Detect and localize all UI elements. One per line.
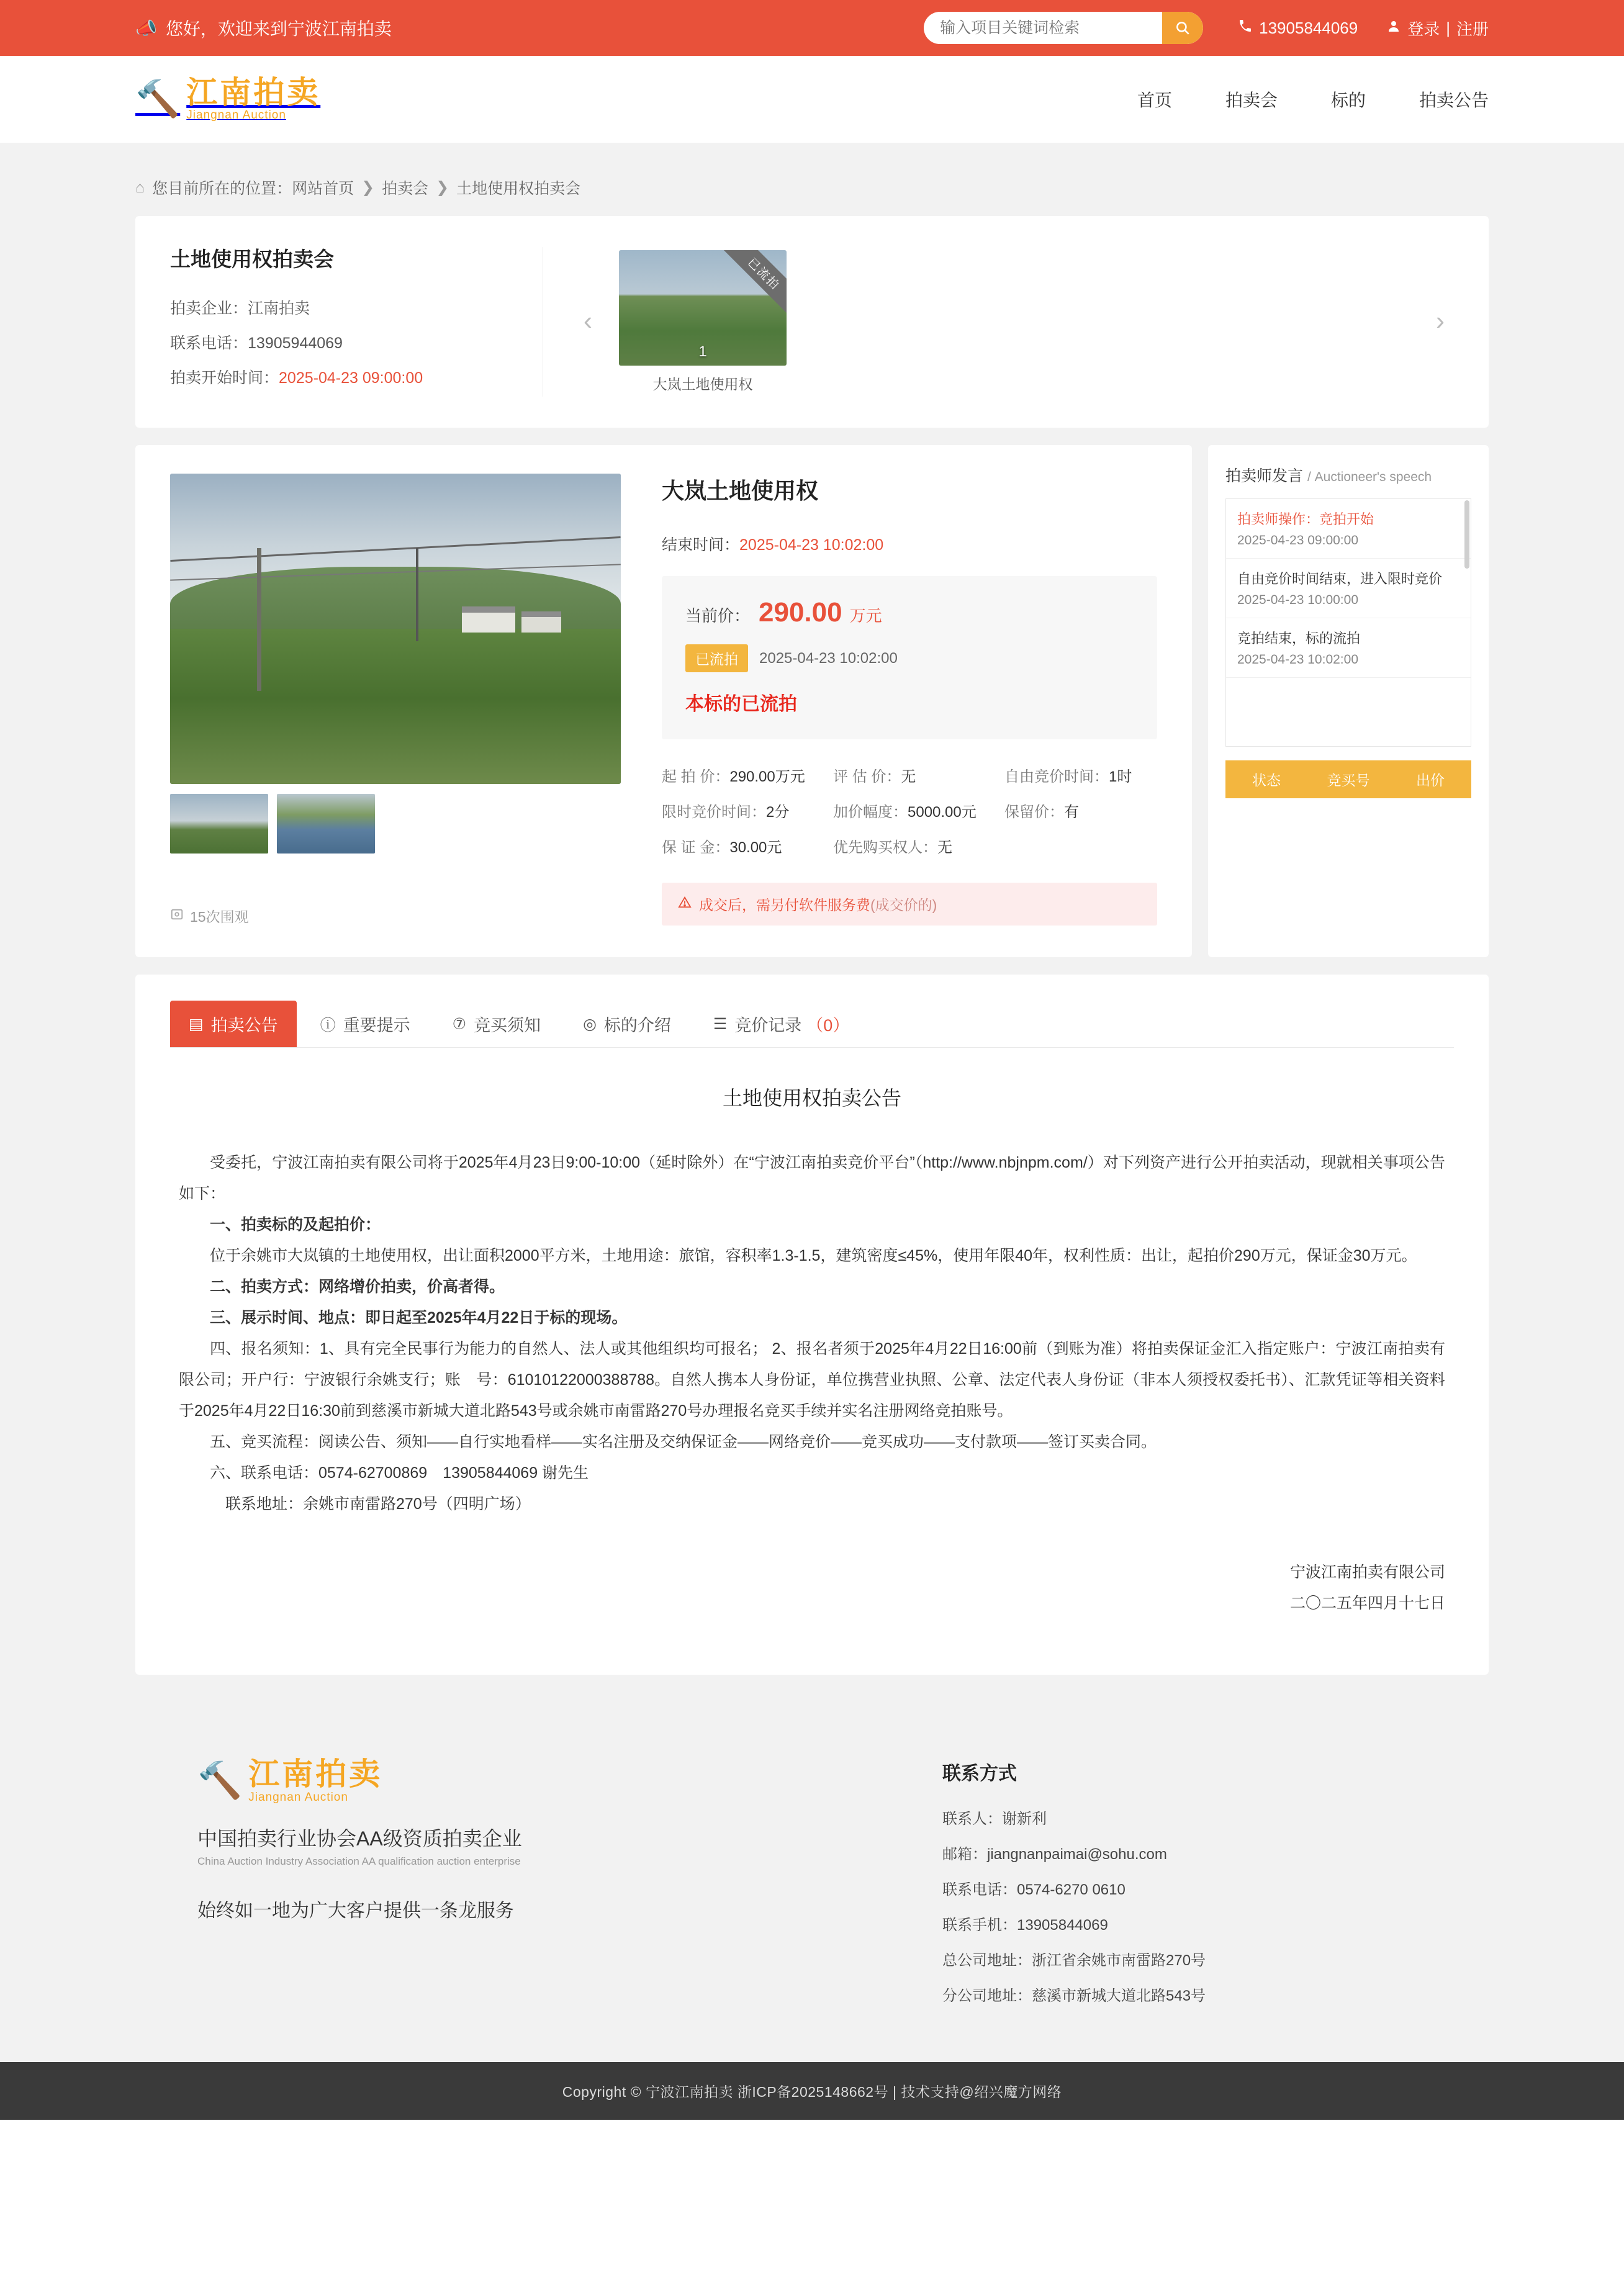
meta-item-start-price xyxy=(662,764,814,786)
status-badge: 已流拍 xyxy=(685,644,748,672)
tab-important-notice[interactable] xyxy=(302,1001,429,1047)
nav-item-home[interactable]: 首页 xyxy=(1137,91,1172,110)
meeting-phone-label: 联系电话： xyxy=(170,335,248,352)
lot-main-image[interactable] xyxy=(170,474,621,784)
alert-icon xyxy=(678,896,692,913)
meta-value: 1时 xyxy=(1109,768,1132,785)
login-link[interactable]: 登录 xyxy=(1407,19,1440,38)
footer-contact-person: 联系人：谢新利 xyxy=(942,1811,1047,1827)
lot-thumbnail-2[interactable] xyxy=(277,794,375,854)
meeting-start-row xyxy=(170,366,518,388)
speech-item xyxy=(1226,559,1471,618)
announcement-sign-company: 宁波江南拍卖有限公司 xyxy=(1289,1564,1445,1581)
tab-important-notice-label: 重要提示 xyxy=(343,1016,410,1035)
speech-item-time: 2025-04-23 10:02:00 xyxy=(1237,652,1358,667)
logo-text-en: Jiangnan Auction xyxy=(186,109,286,122)
gavel-icon: 🔨 xyxy=(135,79,181,119)
footer-qualification-cn: 中国拍卖行业协会AA级资质拍卖企业 xyxy=(197,1827,522,1850)
meta-key: 评 估 价： xyxy=(833,768,901,785)
speech-header xyxy=(1225,464,1471,498)
nav-item-auctions[interactable]: 拍卖会 xyxy=(1225,91,1278,110)
meta-item-reserve xyxy=(1004,799,1157,821)
tab-bidder-instructions-label: 竞买须知 xyxy=(474,1016,541,1035)
lot-meta-grid xyxy=(662,764,1157,857)
logo-text-cn: 江南拍卖 xyxy=(186,74,321,110)
meta-item-appraisal xyxy=(833,764,986,786)
doc-icon: ▤ xyxy=(189,1015,204,1033)
speech-item-time: 2025-04-23 09:00:00 xyxy=(1237,533,1358,547)
main-nav xyxy=(1084,87,1489,112)
meta-value: 无 xyxy=(937,839,952,856)
phone-number: 13905844069 xyxy=(1259,18,1358,37)
lot-thumbnail-1[interactable] xyxy=(170,794,268,854)
search-input[interactable] xyxy=(924,12,1162,44)
meta-value: 5000.00元 xyxy=(908,804,977,821)
meeting-start-label: 拍卖开始时间： xyxy=(170,369,279,387)
meta-key: 优先购买权人： xyxy=(833,839,937,856)
meeting-start-value: 2025-04-23 09:00:00 xyxy=(279,369,423,387)
lot-carousel-next[interactable]: › xyxy=(1436,305,1445,335)
speech-item-text: 自由竞价时间结束，进入限时竞价 xyxy=(1237,571,1443,587)
search-icon xyxy=(1175,20,1191,36)
lot-end-time xyxy=(662,533,1157,555)
tab-bidder-instructions[interactable] xyxy=(434,1001,559,1047)
status-row xyxy=(685,644,1134,672)
speech-item-time: 2025-04-23 10:00:00 xyxy=(1237,593,1358,607)
current-price-unit: 万元 xyxy=(849,606,882,625)
meta-item-deposit xyxy=(662,835,814,857)
view-count-text: 15次围观 xyxy=(190,909,249,925)
gavel-icon: 🔨 xyxy=(197,1760,243,1801)
breadcrumb-item-current: 土地使用权拍卖会 xyxy=(456,180,581,197)
copyright-bar xyxy=(0,2062,1624,2120)
search-button[interactable] xyxy=(1162,12,1203,44)
lot-thumbnail-strip xyxy=(170,794,621,854)
meta-value: 无 xyxy=(901,768,916,785)
status-time: 2025-04-23 10:02:00 xyxy=(759,649,898,667)
current-price-label: 当前价： xyxy=(685,606,751,625)
lot-detail-panel xyxy=(135,445,1192,957)
announcement-paragraph-4: 二、拍卖方式：网络增价拍卖，价高者得。 xyxy=(210,1278,505,1295)
footer-logo-en: Jiangnan Auction xyxy=(248,1790,348,1804)
footer-slogan: 始终如一地为广大客户提供一条龙服务 xyxy=(197,1900,514,1921)
bid-col-price: 出价 xyxy=(1416,772,1445,788)
meta-value: 2分 xyxy=(766,804,790,821)
meta-item-empty xyxy=(1004,835,1157,857)
breadcrumb-arrow-1: ❯ xyxy=(361,179,375,196)
meta-item-priority-buyer xyxy=(833,835,986,857)
breadcrumb-item-auctions[interactable]: 拍卖会 xyxy=(382,180,429,197)
lot-info xyxy=(621,474,1157,926)
announcement-content xyxy=(170,1083,1454,1619)
auctioneer-speech-panel xyxy=(1208,445,1489,957)
speech-item xyxy=(1226,618,1471,678)
speech-item-text: 拍卖师操作： xyxy=(1237,511,1320,527)
speech-title-en: / Auctioneer's speech xyxy=(1307,470,1432,484)
status-message: 本标的已流拍 xyxy=(685,694,797,714)
footer-contact-title: 联系方式 xyxy=(942,1763,1017,1784)
lot-end-time-value: 2025-04-23 10:02:00 xyxy=(739,536,884,554)
speech-item-highlight: 竞拍开始 xyxy=(1319,511,1374,527)
meeting-phone-value: 13905944069 xyxy=(248,335,343,352)
account-separator: | xyxy=(1446,18,1450,37)
top-bar xyxy=(0,0,1624,56)
account-block xyxy=(1386,17,1489,40)
footer-head-office-address: 总公司地址：浙江省余姚市南雷路270号 xyxy=(942,1952,1206,1969)
announcement-paragraph-7: 五、竞买流程：阅读公告、须知——自行实地看样——实名注册及交纳保证金——网络竞价——竞买成功——支付款项——签订买卖合同。 xyxy=(210,1433,1157,1451)
welcome-block xyxy=(135,16,392,40)
meeting-title: 土地使用权拍卖会 xyxy=(170,248,334,271)
fee-note xyxy=(662,883,1157,926)
fee-note-sub: (成交价的) xyxy=(870,897,937,913)
speech-item-text: 竞拍结束，标的流拍 xyxy=(1237,631,1361,646)
lot-status-ribbon: 已流拍 xyxy=(721,250,787,317)
meta-item-limited-bid-time xyxy=(662,799,814,821)
speech-item xyxy=(1226,499,1471,559)
tabs-panel xyxy=(135,975,1489,1675)
copyright-text: Copyright © 宁波江南拍卖 浙ICP备2025148662号 | 技术支持@绍兴魔方网络 xyxy=(562,2084,1062,2100)
meta-value: 30.00元 xyxy=(729,839,782,856)
footer-logo-cn: 江南拍卖 xyxy=(248,1757,383,1791)
meeting-company-value: 江南拍卖 xyxy=(248,300,310,317)
register-link[interactable]: 注册 xyxy=(1456,19,1489,38)
speech-title: 拍卖师发言 xyxy=(1225,467,1304,485)
lot-title: 大岚土地使用权 xyxy=(662,478,819,503)
eye-icon xyxy=(170,908,184,925)
announcement-paragraph-5: 三、展示时间、地点：即日起至2025年4月22日于标的现场。 xyxy=(210,1309,628,1326)
tab-announcement[interactable] xyxy=(170,1001,297,1047)
tab-lot-introduction[interactable] xyxy=(564,1001,690,1047)
tab-announcement-label: 拍卖公告 xyxy=(210,1016,278,1035)
meta-item-free-bid-time xyxy=(1004,764,1157,786)
lot-gallery xyxy=(170,474,621,926)
footer-qualification-en: China Auction Industry Association AA qualification auction enterprise xyxy=(197,1855,521,1867)
welcome-text: 您好，欢迎来到宁波江南拍卖 xyxy=(165,19,392,38)
meta-key: 限时竞价时间： xyxy=(662,804,766,821)
lot-carousel-prev[interactable]: ‹ xyxy=(584,305,592,335)
fee-note-text: 成交后，需另付软件服务费 xyxy=(699,897,870,913)
meta-value: 有 xyxy=(1064,804,1079,821)
breadcrumb-item-home[interactable]: 网站首页 xyxy=(292,180,354,197)
info-icon: ⓘ xyxy=(320,1016,336,1034)
announcement-paragraph-3: 位于余姚市大岚镇的土地使用权，出让面积2000平方米，土地用途：旅馆，容积率1.3-1.5，建筑密度≤45%，使用年限40年，权利性质：出让，起拍价290万元，保证金30万元。 xyxy=(210,1247,1417,1264)
auction-meeting-card xyxy=(135,216,1489,428)
footer-email: 邮箱：jiangnanpaimai@sohu.com xyxy=(942,1846,1167,1863)
announcement-paragraph-1: 受委托，宁波江南拍卖有限公司将于2025年4月23日9:00-10:00（延时除外）在“宁波江南拍卖竞价平台”（http://www.nbjnpm.com/）对下列资产进行公开拍卖活动，现就相关事项公告如下： xyxy=(179,1154,1445,1202)
question-icon: ⑦ xyxy=(452,1015,467,1033)
bid-col-bidder: 竞买号 xyxy=(1327,772,1370,788)
phone-icon xyxy=(1238,19,1253,38)
meta-item-increment xyxy=(833,799,986,821)
announcement-paragraph-8: 六、联系电话：0574-62700869 13905844069 谢先生 xyxy=(210,1464,589,1482)
tab-bid-records-count: （0） xyxy=(806,1016,850,1035)
footer-telephone: 联系电话：0574-6270 0610 xyxy=(942,1881,1126,1898)
header-phone xyxy=(1238,19,1358,38)
site-header xyxy=(0,56,1624,143)
target-icon: ◎ xyxy=(583,1015,597,1033)
site-logo[interactable] xyxy=(135,76,320,123)
announcement-paragraph-2: 一、拍卖标的及起拍价： xyxy=(210,1216,381,1233)
nav-item-announcements[interactable]: 拍卖公告 xyxy=(1419,91,1489,110)
home-icon: ⌂ xyxy=(135,178,145,196)
announcement-title: 土地使用权拍卖公告 xyxy=(722,1087,901,1109)
speech-scrollbar[interactable] xyxy=(1464,500,1469,569)
lot-thumb-image xyxy=(619,250,787,366)
price-box xyxy=(662,576,1157,739)
meeting-company-row xyxy=(170,296,518,318)
announcement-paragraph-6: 四、报名须知：1、具有完全民事行为能力的自然人、法人或其他组织均可报名； 2、报名者须于2025年4月22日16:00前（到账为准）将拍卖保证金汇入指定账户：宁波江南拍卖有限公司；开户行：宁波银行余姚支行；账 号：61010122000388788。自然人携本人身份证，单位携营业执照、公章、法定代表人身份证（非本人须授权委托书）、汇款凭证等相关资料于2025年4月22日16:30前到慈溪市新城大道北路543号或余姚市南雷路270号办理报名竞买手续并实名注册网络竞拍账号。 xyxy=(179,1340,1445,1420)
footer-mobile: 联系手机：13905844069 xyxy=(942,1917,1108,1934)
breadcrumb-prefix: 您目前所在的位置： xyxy=(152,180,292,197)
lot-end-time-label: 结束时间： xyxy=(662,536,740,554)
breadcrumb-arrow-2: ❯ xyxy=(436,179,449,196)
announcement-paragraph-9: 联系地址：余姚市南雷路270号（四明广场） xyxy=(225,1495,531,1513)
meeting-phone-row xyxy=(170,331,518,353)
announcement-sign-date: 二〇二五年四月十七日 xyxy=(1289,1595,1445,1612)
lot-thumb-label: 大岚土地使用权 xyxy=(652,376,753,392)
meta-key: 保 证 金： xyxy=(662,839,730,856)
footer-logo xyxy=(197,1758,942,1804)
site-footer xyxy=(0,1712,1624,2120)
footer-branch-address: 分公司地址：慈溪市新城大道北路543号 xyxy=(942,1988,1206,2004)
lot-number: 1 xyxy=(698,343,707,360)
meta-key: 保留价： xyxy=(1004,804,1064,821)
megaphone-icon: 📣 xyxy=(135,18,157,38)
meeting-company-label: 拍卖企业： xyxy=(170,300,248,317)
lot-carousel-item[interactable] xyxy=(619,250,787,394)
bid-table-header xyxy=(1225,760,1471,798)
tab-bid-records[interactable] xyxy=(695,1001,868,1047)
user-icon xyxy=(1386,19,1401,38)
speech-list[interactable] xyxy=(1225,498,1471,747)
lot-carousel xyxy=(619,250,787,394)
meta-value: 290.00万元 xyxy=(729,768,805,785)
tab-lot-introduction-label: 标的介绍 xyxy=(603,1016,671,1035)
breadcrumb xyxy=(135,143,1489,216)
meta-key: 起 拍 价： xyxy=(662,768,730,785)
tab-bid-records-label: 竞价记录 xyxy=(734,1016,802,1035)
tab-bar xyxy=(170,1001,1454,1048)
meta-key: 自由竞价时间： xyxy=(1004,768,1109,785)
current-price-row xyxy=(685,597,1134,628)
nav-item-lots[interactable]: 标的 xyxy=(1330,91,1366,110)
bid-col-status: 状态 xyxy=(1252,772,1281,788)
list-icon: ☰ xyxy=(713,1015,728,1033)
current-price-value: 290.00 xyxy=(759,597,842,628)
meta-key: 加价幅度： xyxy=(833,804,908,821)
view-count xyxy=(170,906,621,926)
search-box[interactable] xyxy=(924,12,1203,44)
